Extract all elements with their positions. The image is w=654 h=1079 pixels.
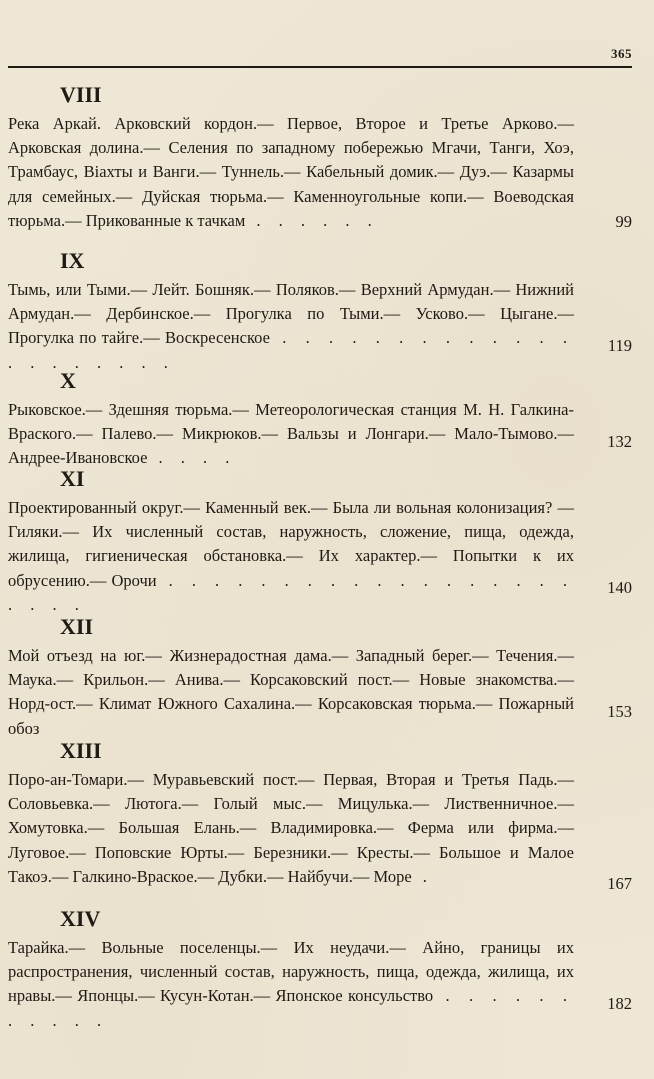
dot-leader: . . . . . . . . . . . . . . . . . . . . . . — [8, 570, 574, 614]
toc-chapter-12 — [8, 614, 632, 741]
chapter-text: Проектированный округ.— Каменный век.— Была ли вольная колонизация? — Гиляки.— Их численный состав, наружность, сложение, пища, одежда, жилища, гигиеническая обстановка.— Их характер.— Попытки к их обрусению.— Орочи — [8, 498, 574, 590]
dot-leader: . . . . . . . . . . . . . . . . . . . . . — [8, 328, 574, 372]
page-number: 365 — [611, 46, 632, 61]
chapter-page-number: 182 — [607, 994, 632, 1013]
chapter-page-number: 132 — [607, 432, 632, 451]
chapter-text: Река Аркай. Арковский кордон.— Первое, Второе и Третье Арково.— Арковская долина.— Селения по западному побережью Мгачи, Танги, Хоэ, Трамбаус, Вiахты и Ванги.— Туннель.— Кабельный домик.— Дуэ.— Казармы для семейных.— Дуйская тюрьма.— Каменноугольные копи.— Воеводская тюрьма.— Прикованные к тачкам — [8, 114, 574, 230]
header-rule — [8, 66, 632, 68]
chapter-numeral: XIV — [60, 906, 101, 931]
toc-chapter-14 — [8, 906, 632, 1033]
chapter-page-number: 167 — [607, 874, 632, 893]
dot-leader: . — [411, 866, 434, 886]
chapter-page-number: 140 — [607, 578, 632, 597]
dot-leader: . . . . . . . . . . . — [8, 986, 574, 1030]
toc-chapter-8 — [8, 82, 632, 233]
chapter-numeral: XIII — [60, 738, 102, 763]
chapter-contents — [8, 496, 574, 617]
toc-chapter-10 — [8, 368, 632, 471]
toc-chapter-13 — [8, 738, 632, 893]
chapter-numeral: VIII — [60, 82, 102, 107]
dot-leader: . . . . . . — [245, 210, 379, 230]
toc-chapter-11 — [8, 466, 632, 617]
chapter-numeral: XII — [60, 614, 94, 639]
chapter-numeral: XI — [60, 466, 85, 491]
chapter-text: Мой отъезд на юг.— Жизнерадостная дама.— Западный берег.— Течения.— Маука.— Крильон.— Анива.— Корсаковский пост.— Новые знакомства.— Норд-ост.— Климат Южного Сахалина.— Корсаковская тюрьма.— Пожарный обоз — [8, 646, 574, 738]
chapter-numeral: IX — [60, 248, 85, 273]
chapter-contents — [8, 768, 574, 889]
chapter-text: Тымь, или Тыми.— Лейт. Бошняк.— Поляков.— Верхний Армудан.— Нижний Армудан.— Дербинское.— Прогулка по Тыми.— Усково.— Цыгане.— Прогулка по тайге.— Воскресенское — [8, 280, 574, 348]
chapter-page-number: 119 — [607, 336, 632, 355]
chapter-contents — [8, 398, 574, 471]
chapter-text: Поро-ан-Томари.— Муравьевский пост.— Первая, Вторая и Третья Падь.— Соловьевка.— Лютога.— Голый мыс.— Мицулька.— Лиственничное.— Хомутовка.— Большая Елань.— Владимировка.— Ферма или фирма.— Луговое.— Поповские Юрты.— Березники.— Кресты.— Большое и Малое Такоэ.— Галкино-Враское.— Дубки.— Найбучи.— Море — [8, 770, 574, 886]
dot-leader: . . . . — [147, 448, 237, 468]
chapter-contents — [8, 936, 574, 1033]
toc-chapter-9 — [8, 248, 632, 375]
chapter-numeral: X — [60, 368, 76, 393]
chapter-text: Тарайка.— Вольные поселенцы.— Их неудачи.— Айно, границы их распространения, численный состав, наружность, пища, одежда, жилища, их нравы.— Японцы.— Кусун-Котан.— Японское консульство — [8, 938, 574, 1006]
chapter-page-number: 99 — [615, 212, 632, 231]
chapter-page-number: 153 — [607, 702, 632, 721]
chapter-contents — [8, 112, 574, 233]
chapter-text: Рыковское.— Здешняя тюрьма.— Метеорологическая станция М. Н. Галкина-Враского.— Палево.— Микрюков.— Вальзы и Лонгари.— Мало-Тымово.— Андрее-Ивановское — [8, 400, 574, 468]
chapter-contents — [8, 644, 574, 741]
chapter-contents — [8, 278, 574, 375]
